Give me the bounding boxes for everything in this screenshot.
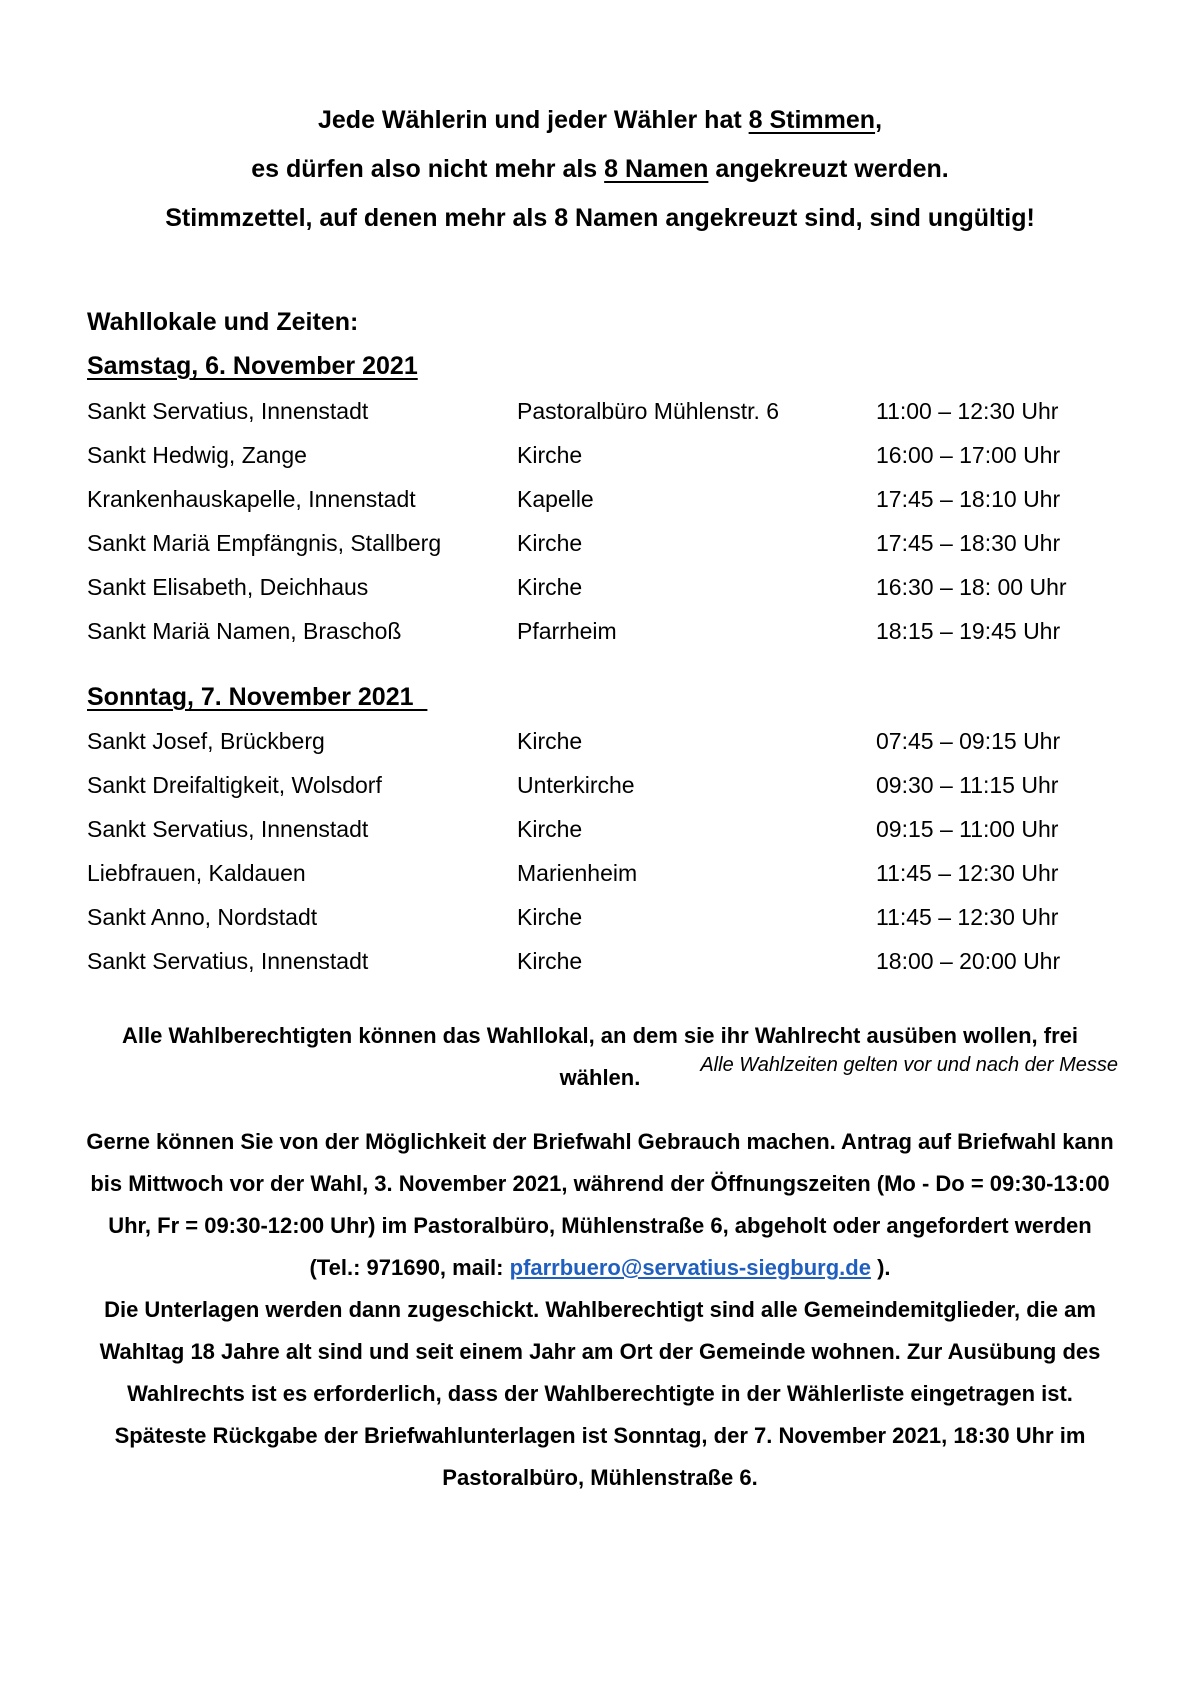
intro-line-2: es dürfen also nicht mehr als 8 Namen angekreuzt werden. [251, 155, 949, 183]
free-choice-paragraph: Alle Wahlberechtigten können das Wahllokal, an dem sie ihr Wahlrecht ausüben wollen, frei wählen. [122, 1023, 1078, 1090]
polling-place: Sankt Josef, Brückberg [87, 728, 325, 754]
polling-time: 16:00 – 17:00 Uhr [876, 442, 1061, 468]
polling-place: Sankt Anno, Nordstadt [87, 904, 318, 930]
contact-line: (Tel.: 971690, mail: pfarrbuero@servatius-siegburg.de ). [309, 1255, 891, 1280]
saturday-heading: Samstag, 6. November 2021 [87, 352, 418, 380]
polling-time: 18:15 – 19:45 Uhr [876, 618, 1061, 644]
polling-place: Krankenhauskapelle, Innenstadt [87, 486, 416, 512]
sunday-heading: Sonntag, 7. November 2021 [87, 683, 428, 711]
polling-location: Kirche [517, 816, 583, 842]
polling-time: 17:45 – 18:10 Uhr [876, 486, 1061, 512]
polling-location: Kirche [517, 728, 583, 754]
table-row [0, 772, 1200, 816]
polling-time: 11:45 – 12:30 Uhr [876, 904, 1059, 930]
polling-place: Sankt Servatius, Innenstadt [87, 816, 369, 842]
intro-line-1: Jede Wählerin und jeder Wähler hat 8 Stimmen, [317, 106, 883, 134]
times-note: Alle Wahlzeiten gelten vor und nach der Messe [700, 1054, 1118, 1076]
intro-line-3: Stimmzettel, auf denen mehr als 8 Namen angekreuzt sind, sind ungültig! [165, 204, 1035, 232]
votes-count: 8 Stimmen [748, 106, 876, 134]
table-row [0, 530, 1200, 574]
polling-location: Kirche [517, 904, 583, 930]
intro-block [60, 96, 1140, 243]
polling-place: Sankt Elisabeth, Deichhaus [87, 574, 369, 600]
polling-location: Pastoralbüro Mühlenstr. 6 [517, 398, 780, 424]
polling-place: Liebfrauen, Kaldauen [87, 860, 306, 886]
polling-location: Kirche [517, 530, 583, 556]
polling-location: Kapelle [517, 486, 594, 512]
polling-time: 09:15 – 11:00 Uhr [876, 816, 1059, 842]
polling-place: Sankt Servatius, Innenstadt [87, 398, 369, 424]
table-row [0, 618, 1200, 662]
table-row [0, 816, 1200, 860]
polling-place: Sankt Mariä Empfängnis, Stallberg [87, 530, 442, 556]
table-row [0, 728, 1200, 772]
eligibility-text: Die Unterlagen werden dann zugeschickt. Wahlberechtigt sind alle Gemeindemitglieder, die am Wahltag 18 Jahre alt sind und seit einem Jahr am Ort der Gemeinde wohnen. Zur Ausübung des Wahlrechts ist es erforderlich, dass der Wahlberechtigte in der Wählerliste eingetragen ist. [99, 1297, 1101, 1406]
table-row [0, 574, 1200, 618]
polling-place: Sankt Servatius, Innenstadt [87, 948, 369, 974]
postal-vote-paragraph [80, 1121, 1120, 1499]
polling-location: Kirche [517, 574, 583, 600]
table-row [0, 442, 1200, 486]
table-row [0, 904, 1200, 948]
polling-place: Sankt Dreifaltigkeit, Wolsdorf [87, 772, 382, 798]
polling-place: Sankt Hedwig, Zange [87, 442, 307, 468]
polling-time: 09:30 – 11:15 Uhr [876, 772, 1059, 798]
polling-time: 16:30 – 18: 00 Uhr [876, 574, 1067, 600]
polling-location: Pfarrheim [517, 618, 617, 644]
polling-location: Kirche [517, 442, 583, 468]
table-row [0, 860, 1200, 904]
email-link[interactable]: pfarrbuero@servatius-siegburg.de [509, 1255, 871, 1280]
polling-place: Sankt Mariä Namen, Braschoß [87, 618, 402, 644]
polling-time: 11:00 – 12:30 Uhr [876, 398, 1059, 424]
postal-vote-text: Gerne können Sie von der Möglichkeit der Briefwahl Gebrauch machen. Antrag auf Briefwahl kann bis Mittwoch vor der Wahl, 3. November 2021, während der Öffnungszeiten (Mo - Do = 09:30-13:00 Uhr, Fr = 09:30-12:00 Uhr) im Pastoralbüro, Mühlenstraße 6, abgeholt oder angefordert werden [86, 1129, 1114, 1238]
polling-time: 17:45 – 18:30 Uhr [876, 530, 1061, 556]
polling-location: Marienheim [517, 860, 638, 886]
section-title: Wahllokale und Zeiten: [87, 308, 359, 336]
polling-location: Unterkirche [517, 772, 635, 798]
polling-time: 07:45 – 09:15 Uhr [876, 728, 1061, 754]
polling-time: 11:45 – 12:30 Uhr [876, 860, 1059, 886]
table-row [0, 398, 1200, 442]
table-row [0, 486, 1200, 530]
polling-time: 18:00 – 20:00 Uhr [876, 948, 1061, 974]
table-row [0, 948, 1200, 992]
return-deadline-text: Späteste Rückgabe der Briefwahlunterlagen ist Sonntag, der 7. November 2021, 18:30 Uhr im Pastoralbüro, Mühlenstraße 6. [114, 1423, 1086, 1490]
names-count: 8 Namen [604, 155, 709, 183]
polling-location: Kirche [517, 948, 583, 974]
